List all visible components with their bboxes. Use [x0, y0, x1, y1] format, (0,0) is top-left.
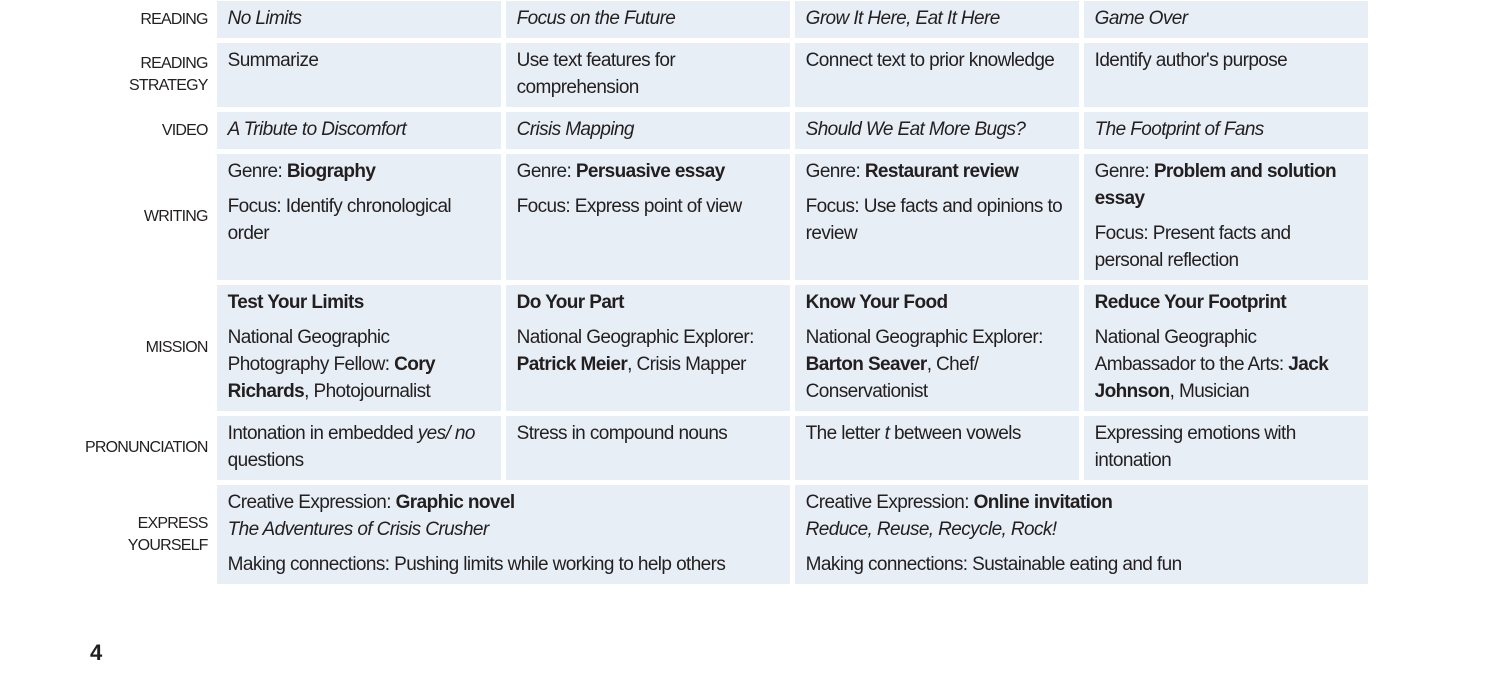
row-label-reading: READING: [140, 10, 208, 28]
writing-unit-1: Genre: Biography Focus: Identify chronological order: [217, 154, 501, 280]
mission-row: [85, 285, 1368, 411]
mission-unit-4: Reduce Your Footprint National Geographic Ambassador to the Arts: Jack Johnson, Musician: [1084, 285, 1368, 411]
row-label-video: VIDEO: [161, 121, 208, 139]
reading-unit-1: No Limits: [217, 1, 501, 38]
scope-and-sequence-table: [80, 0, 1373, 589]
express-yourself-units-3-4: Creative Expression: Online invitation Reduce, Reuse, Recycle, Rock! Making connections: Sustainable eating and fun: [795, 485, 1368, 584]
row-label-writing: WRITING: [143, 208, 208, 225]
video-unit-1: A Tribute to Discomfort: [217, 112, 501, 149]
pronunciation-unit-2: Stress in compound nouns: [506, 416, 790, 480]
pronunciation-row: [85, 416, 1368, 480]
express-yourself-row: [85, 485, 1368, 584]
writing-row: [85, 154, 1368, 280]
mission-unit-2: Do Your Part National Geographic Explorer: Patrick Meier, Crisis Mapper: [506, 285, 790, 411]
page-number: 4: [90, 640, 103, 665]
row-label-pronunciation: PRONUNCIATION: [85, 439, 208, 456]
row-label-reading-strategy: READING STRATEGY: [128, 55, 208, 94]
video-unit-2: Crisis Mapping: [506, 112, 790, 149]
express-yourself-units-1-2: Creative Expression: Graphic novel The Adventures of Crisis Crusher Making connections: Pushing limits while working to help others: [217, 485, 790, 584]
writing-unit-4: Genre: Problem and solution essay Focus: Present facts and personal reflection: [1084, 154, 1368, 280]
pronunciation-unit-1: Intonation in embedded yes/ no questions: [217, 416, 501, 480]
reading-unit-4: Game Over: [1084, 1, 1368, 38]
reading-strategy-unit-2: Use text features for comprehension: [506, 43, 790, 107]
reading-strategy-unit-1: Summarize: [217, 43, 501, 107]
reading-strategy-unit-3: Connect text to prior knowledge: [795, 43, 1079, 107]
video-row: [85, 112, 1368, 149]
writing-unit-2: Genre: Persuasive essay Focus: Express point of view: [506, 154, 790, 280]
mission-unit-1: Test Your Limits National Geographic Photography Fellow: Cory Richards, Photojournalist: [217, 285, 501, 411]
video-unit-4: The Footprint of Fans: [1084, 112, 1368, 149]
reading-strategy-row: [85, 43, 1368, 107]
reading-unit-3: Grow It Here, Eat It Here: [795, 1, 1079, 38]
pronunciation-unit-4: Expressing emotions with intonation: [1084, 416, 1368, 480]
reading-unit-2: Focus on the Future: [506, 1, 790, 38]
video-unit-3: Should We Eat More Bugs?: [795, 112, 1079, 149]
writing-unit-3: Genre: Restaurant review Focus: Use facts and opinions to review: [795, 154, 1079, 280]
mission-unit-3: Know Your Food National Geographic Explorer: Barton Seaver, Chef/ Conservationist: [795, 285, 1079, 411]
reading-strategy-unit-4: Identify author's purpose: [1084, 43, 1368, 107]
row-label-express-yourself: EXPRESS YOURSELF: [127, 514, 208, 554]
row-label-mission: MISSION: [145, 339, 208, 356]
reading-row: [85, 1, 1368, 38]
pronunciation-unit-3: The letter t between vowels: [795, 416, 1079, 480]
